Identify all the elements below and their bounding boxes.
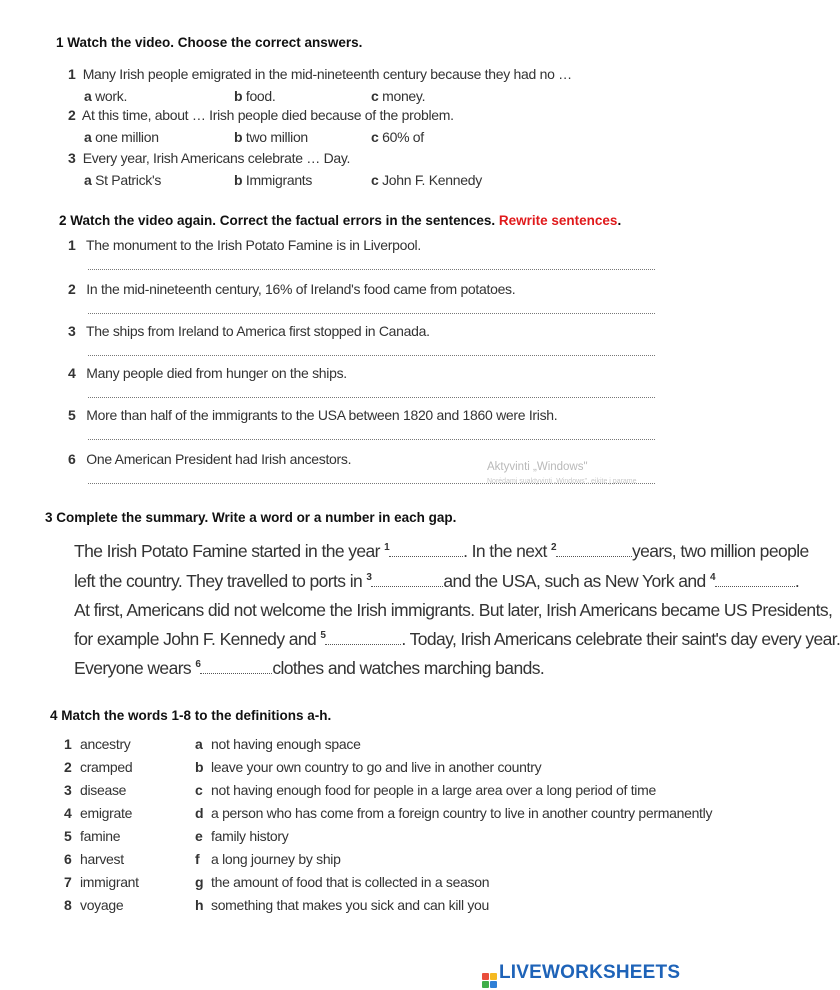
- ex3-heading: 3 Complete the summary. Write a word or a number in each gap.: [45, 510, 457, 525]
- answer-line-5[interactable]: [88, 439, 655, 440]
- ex1-q3-option-a[interactable]: a St Patrick's: [84, 172, 162, 188]
- definition-item-g[interactable]: g the amount of food that is collected in a season: [195, 874, 490, 890]
- ex1-question-2: [68, 107, 454, 123]
- definition-item-b[interactable]: b leave your own country to go and live in another country: [195, 759, 542, 775]
- question-number: 3: [68, 150, 76, 166]
- liveworksheets-logo[interactable]: [482, 962, 680, 988]
- gap-1[interactable]: [389, 542, 463, 557]
- answer-line-3[interactable]: [88, 355, 655, 356]
- gap-4[interactable]: [715, 572, 795, 587]
- ex2-sentence-5: 5 More than half of the immigrants to the USA between 1820 and 1860 were Irish.: [68, 407, 558, 423]
- liveworksheets-logo-text: LIVEWORKSHEETS: [499, 962, 681, 983]
- answer-line-2[interactable]: [88, 313, 655, 314]
- ex2-sentence-6: 6 One American President had Irish ancestors.: [68, 451, 352, 467]
- definition-item-a[interactable]: a not having enough space: [195, 736, 361, 752]
- ex1-heading: 1 Watch the video. Choose the correct answers.: [56, 35, 363, 50]
- question-number: 2: [68, 107, 76, 123]
- gap-3[interactable]: [371, 572, 443, 587]
- ex1-q2-option-a[interactable]: a one million: [84, 129, 159, 145]
- ex2-heading: 2 Watch the video again. Correct the factual errors in the sentences. Rewrite sentences.: [59, 213, 622, 228]
- summary-line-1: The Irish Potato Famine started in the year $^1$ . In the next $^2$ years, two million people: [74, 541, 809, 561]
- summary-line-3: At first, Americans did not welcome the Irish immigrants. But later, Irish Americans became US Presidents,: [74, 600, 833, 620]
- gap-6[interactable]: [200, 659, 272, 674]
- word-item-7[interactable]: 7 immigrant: [64, 874, 139, 890]
- question-text: At this time, about … Irish people died because of the problem.: [81, 107, 454, 123]
- word-item-8[interactable]: 8 voyage: [64, 897, 124, 913]
- answer-line-1[interactable]: [88, 269, 655, 270]
- definition-list: [195, 733, 712, 917]
- word-item-6[interactable]: 6 harvest: [64, 851, 124, 867]
- word-item-4[interactable]: 4 emigrate: [64, 805, 133, 821]
- ex2-sentence-3: 3 The ships from Ireland to America first stopped in Canada.: [68, 323, 430, 339]
- definition-item-f[interactable]: f a long journey by ship: [195, 851, 341, 867]
- definition-item-e[interactable]: e family history: [195, 828, 289, 844]
- word-item-5[interactable]: 5 famine: [64, 828, 121, 844]
- ex1-q1-option-b[interactable]: b food.: [234, 88, 276, 104]
- summary-line-5: Everyone wears $^6$ clothes and watches marching bands.: [74, 658, 545, 678]
- question-text: Every year, Irish Americans celebrate … Day.: [82, 150, 351, 166]
- ex1-q2-option-b[interactable]: b two million: [234, 129, 308, 145]
- ex2-heading-emphasis: Rewrite sentences: [498, 213, 618, 228]
- question-number: 1: [68, 66, 76, 82]
- ex4-heading: 4 Match the words 1-8 to the definitions a-h.: [50, 708, 332, 723]
- definition-item-d[interactable]: d a person who has come from a foreign country to live in another country permanently: [195, 805, 713, 821]
- summary-line-4: for example John F. Kennedy and $^5$ . Today, Irish Americans celebrate their saint's day every year.: [74, 629, 840, 649]
- gap-2[interactable]: [556, 542, 632, 557]
- definition-item-c[interactable]: c not having enough food for people in a large area over a long period of time: [195, 782, 656, 798]
- ex1-question-1: [68, 66, 572, 82]
- word-item-3[interactable]: 3 disease: [64, 782, 127, 798]
- ex2-sentence-1: 1 The monument to the Irish Potato Famine is in Liverpool.: [68, 237, 421, 253]
- definition-item-h[interactable]: h something that makes you sick and can kill you: [195, 897, 490, 913]
- ex2-sentence-4: 4 Many people died from hunger on the ships.: [68, 365, 347, 381]
- word-list: [64, 733, 139, 917]
- word-item-1[interactable]: 1 ancestry: [64, 736, 131, 752]
- answer-line-4[interactable]: [88, 397, 655, 398]
- ex1-q1-option-a[interactable]: a work.: [84, 88, 128, 104]
- ex1-q1-option-c[interactable]: c money.: [371, 88, 426, 104]
- ex1-q3-option-c[interactable]: c John F. Kennedy: [371, 172, 482, 188]
- windows-activation-watermark: Aktyvinti „Windows": [487, 461, 588, 473]
- liveworksheets-logo-icon: [482, 973, 497, 988]
- windows-activation-subtext: Norėdami suaktyvinti „Windows", eikite į parame: [487, 478, 637, 485]
- gap-5[interactable]: [325, 630, 401, 645]
- ex1-question-3: [68, 150, 350, 166]
- ex2-sentence-2: 2 In the mid-nineteenth century, 16% of Ireland's food came from potatoes.: [68, 281, 516, 297]
- ex1-q2-option-c[interactable]: c 60% of: [371, 129, 424, 145]
- question-text: Many Irish people emigrated in the mid-nineteenth century because they had no …: [82, 66, 572, 82]
- summary-line-2: left the country. They travelled to ports in $^3$ and the USA, such as New York and $^4$ .: [74, 571, 800, 591]
- word-item-2[interactable]: 2 cramped: [64, 759, 133, 775]
- ex1-q3-option-b[interactable]: b Immigrants: [234, 172, 313, 188]
